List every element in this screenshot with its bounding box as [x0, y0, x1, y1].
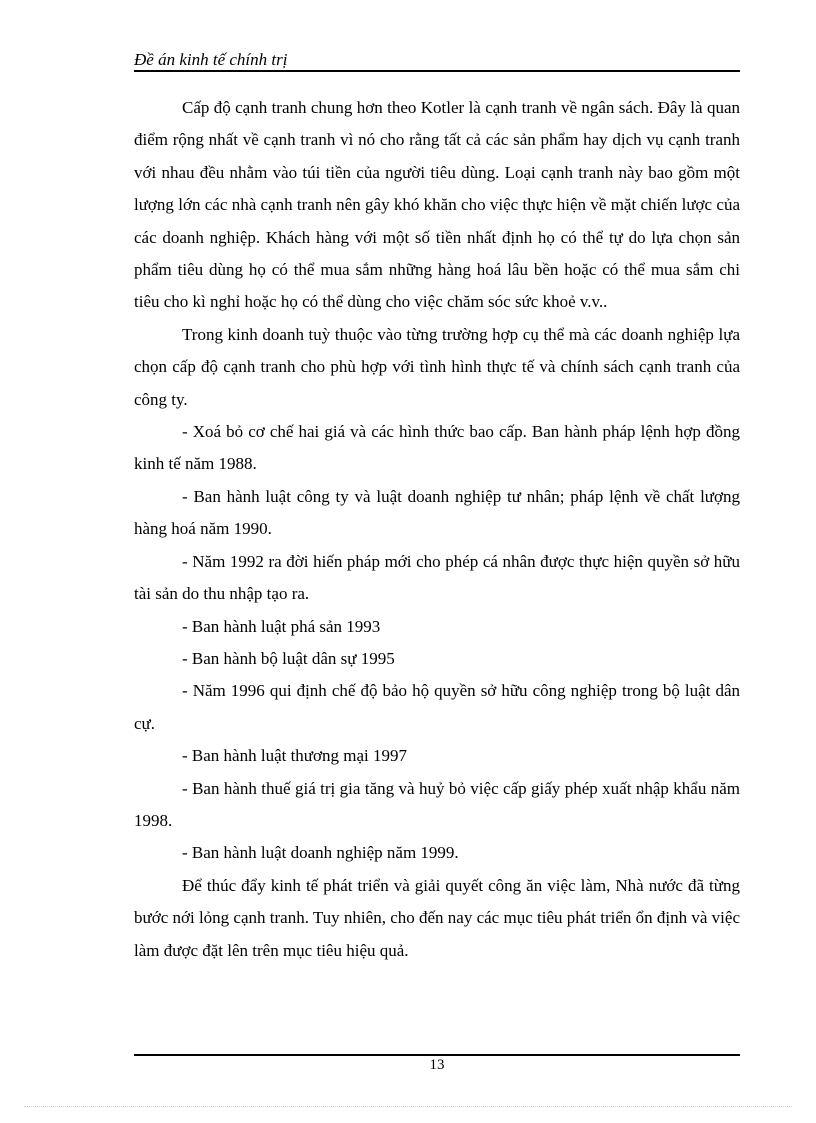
- paragraph-competition-level: Trong kinh doanh tuỳ thuộc vào từng trường hợp cụ thể mà các doanh nghiệp lựa chọn cấp độ cạnh tranh cho phù hợp với tình hình thực tế và chính sách cạnh tranh của công ty.: [134, 324, 740, 409]
- list-item-1995: - Ban hành bộ luật dân sự 1995: [182, 648, 395, 668]
- list-item-1988: - Xoá bỏ cơ chế hai giá và các hình thức bao cấp. Ban hành pháp lệnh hợp đồng kinh tế năm 1988.: [134, 422, 740, 474]
- list-item-1998: - Ban hành thuế giá trị gia tăng và huỷ bỏ việc cấp giấy phép xuất nhập khẩu năm 1998.: [134, 778, 740, 830]
- paragraph-conclusion: Để thúc đẩy kinh tế phát triển và giải quyết công ăn việc làm, Nhà nước đã từng bước nới lỏng cạnh tranh. Tuy nhiên, cho đến nay các mục tiêu phát triển ổn định và việc làm được đặt lên trên mục tiêu hiệu quả.: [134, 875, 740, 960]
- list-item-1990: - Ban hành luật công ty và luật doanh nghiệp tư nhân; pháp lệnh về chất lượng hàng hoá năm 1990.: [134, 486, 740, 539]
- paragraph-budget-competition: Cấp độ cạnh tranh chung hơn theo Kotler là cạnh tranh về ngân sách. Đây là quan điểm rộng nhất về cạnh tranh vì nó cho rằng tất cả các sản phẩm hay dịch vụ cạnh tranh với nhau đều nhằm vào túi tiền của người tiêu dùng. Loại cạnh tranh này bao gồm một lượng lớn các nhà cạnh tranh nên gây khó khăn cho việc thực hiện về mặt chiến lược của các doanh nghiệp. Khách hàng với một số tiền nhất định họ có thể tự do lựa chọn sản phẩm tiêu dùng họ có thể mua sắm những hàng hoá lâu bền hoặc có thể mua sắm chi tiêu cho kì nghỉ hoặc họ có thể dùng cho việc chăm sóc sức khoẻ v.v..: [134, 98, 740, 312]
- page-number: 13: [429, 1057, 445, 1073]
- list-item-1993: - Ban hành luật phá sản 1993: [182, 616, 381, 636]
- document-body: [134, 92, 740, 967]
- page-edge-dotted-line: [24, 1106, 792, 1107]
- list-item-1996: - Năm 1996 qui định chế độ bảo hộ quyền sở hữu công nghiệp trong bộ luật dân cự.: [134, 681, 740, 733]
- document-header-title: Đề án kinh tế chính trị: [134, 50, 288, 69]
- list-item-1997: - Ban hành luật thương mại 1997: [182, 746, 408, 766]
- header-rule: [134, 70, 740, 72]
- list-item-1992: - Năm 1992 ra đời hiến pháp mới cho phép cá nhân được thực hiện quyền sở hữu tài sản do thu nhập tạo ra.: [134, 551, 740, 604]
- list-item-1999: - Ban hành luật doanh nghiệp năm 1999.: [182, 843, 459, 863]
